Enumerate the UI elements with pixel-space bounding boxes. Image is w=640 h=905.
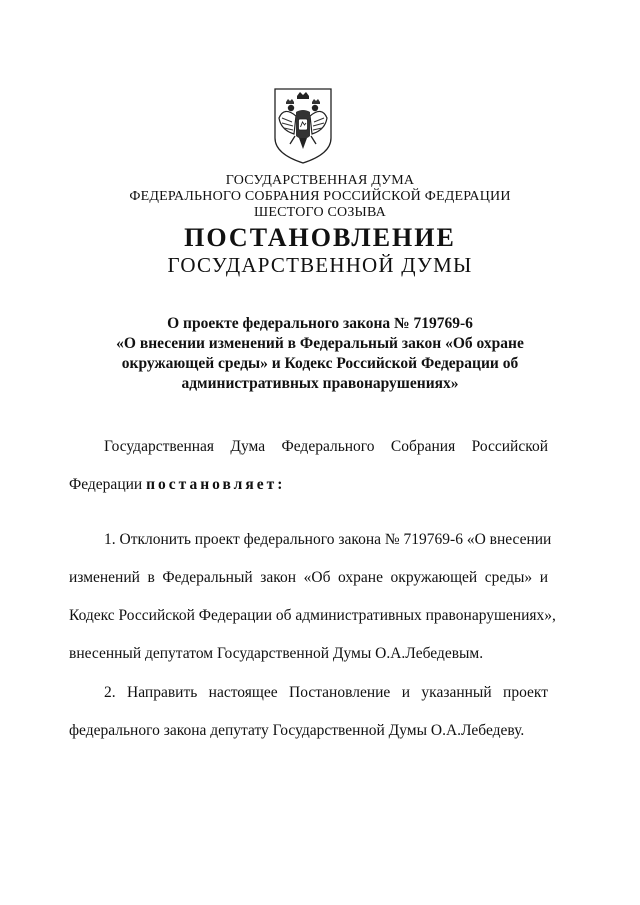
header-line-duma: ГОСУДАРСТВЕННАЯ ДУМА xyxy=(225,173,415,188)
paragraph-2-line-2: федерального закона депутату Государственной Думы О.А.Лебедеву. xyxy=(69,722,525,739)
paragraph-1-line-3: Кодекс Российской Федерации об административных правонарушениях», xyxy=(69,607,556,624)
subject-line-1: О проекте федерального закона № 719769-6 xyxy=(167,315,473,332)
subject-line-3: окружающей среды» и Кодекс Российской Федерации об xyxy=(121,355,519,372)
document-subtitle: ГОСУДАРСТВЕННОЙ ДУМЫ xyxy=(167,253,473,277)
coat-of-arms-emblem xyxy=(272,86,334,166)
intro-line-1: Государственная Дума Федерального Собрания Российской xyxy=(104,438,548,455)
subject-line-2: «О внесении изменений в Федеральный закон «Об охране xyxy=(116,335,524,352)
header-line-assembly: ФЕДЕРАЛЬНОГО СОБРАНИЯ РОССИЙСКОЙ ФЕДЕРАЦИИ xyxy=(129,189,511,204)
subject-line-4: административных правонарушениях» xyxy=(181,375,459,392)
resolution-verb: постановляет: xyxy=(146,476,286,493)
document-title: ПОСТАНОВЛЕНИЕ xyxy=(184,223,456,252)
paragraph-2-line-1: 2. Направить настоящее Постановление и указанный проект xyxy=(104,684,548,701)
header-line-convocation: ШЕСТОГО СОЗЫВА xyxy=(254,205,386,220)
paragraph-1-line-2: изменений в Федеральный закон «Об охране окружающей среды» и xyxy=(69,569,548,586)
paragraph-1-line-4: внесенный депутатом Государственной Думы О.А.Лебедевым. xyxy=(69,645,484,662)
paragraph-1-line-1: 1. Отклонить проект федерального закона № 719769-6 «О внесении xyxy=(104,531,552,548)
intro-line-2 xyxy=(69,475,548,495)
intro-prefix: Федерации xyxy=(69,476,147,493)
